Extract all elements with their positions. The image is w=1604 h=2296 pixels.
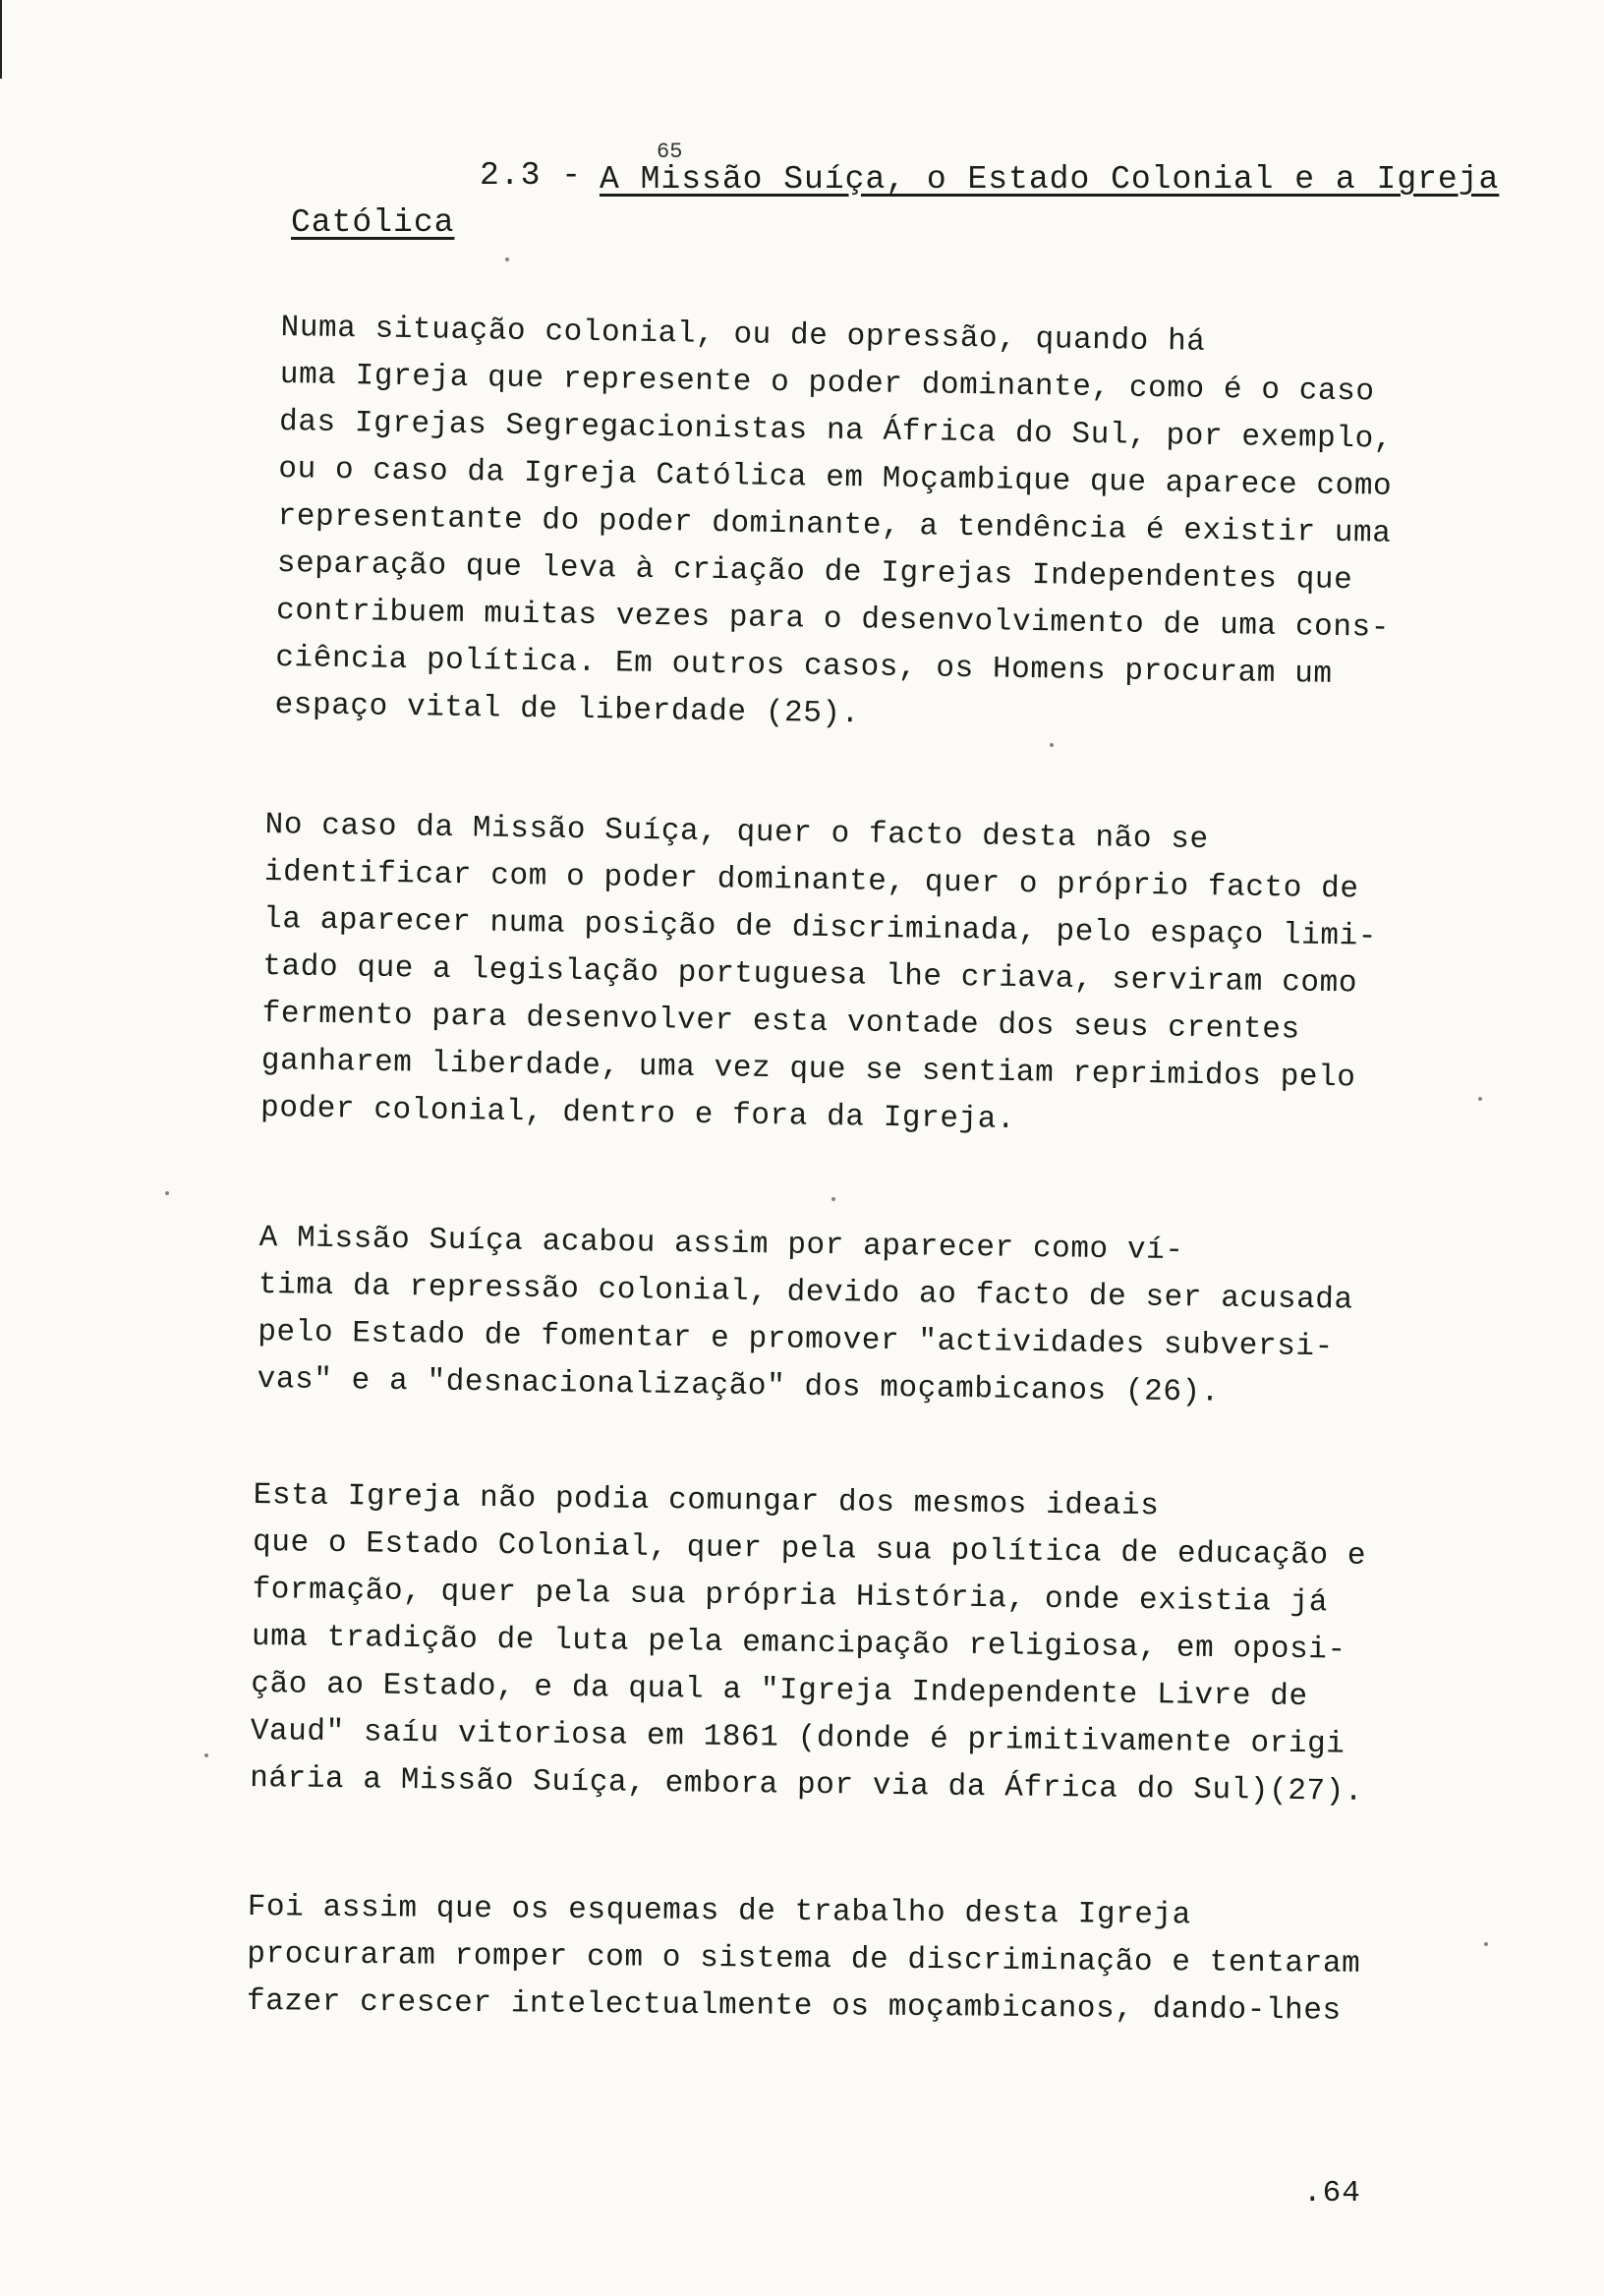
scan-speck [831, 1197, 835, 1201]
scan-speck [204, 1753, 208, 1757]
page-number: .64 [1303, 2176, 1361, 2210]
section-number: 2.3 - [480, 157, 583, 194]
paragraph-2: No caso da Missão Suíça, quer o facto desta não se identificar com o poder dominante, quer o próprio facto de la aparecer numa posição de discriminada, pelo espaço limi- tado que a legislação portuguesa lhe criava, serviram como fermento para desenvolver esta vontade dos seus crentes ganharem liberdade, uma vez que se sentiam reprimidos pelo poder colonial, dentro e fora da Igreja. [259, 807, 1378, 1138]
section-heading [0, 0, 1604, 256]
paragraph-1: Numa situação colonial, ou de opressão, quando há uma Igreja que represente o poder dominante, como é o caso das Igrejas Segregacionistas na África do Sul, por exemplo, ou o caso da Igreja Católica em Moçambique que aparece como representante do poder dominante, a tendência é existir uma separação que leva à criação de Igrejas Independentes que contribuem muitas vezes para o desenvolvimento de uma cons- ciência política. Em outros casos, os Homens procuram um espaço vital de liberdade (25). [274, 310, 1394, 732]
paragraph-5: Foi assim que os esquemas de trabalho desta Igreja procuraram romper com o sistema de discriminação e tentaram fazer crescer intelectualmente os moçambicanos, dando-lhes [246, 1889, 1361, 2029]
handwritten-page-mark: 65 [657, 140, 683, 164]
scan-speck [165, 1191, 169, 1195]
scan-speck [505, 258, 509, 261]
scan-speck [1478, 1097, 1482, 1101]
paragraph-3: A Missão Suíça acabou assim por aparecer como ví- tima da repressão colonial, devido ao facto de ser acusada pelo Estado de fomentar e promover "actividades subversi- vas" e a "desnacionalização" dos moçambicanos (26). [257, 1220, 1353, 1410]
section-title-line-2: Católica [291, 204, 455, 241]
paragraph-4: Esta Igreja não podia comungar dos mesmos ideais que o Estado Colonial, quer pela sua política de educação e formação, quer pela sua própria História, onde existia já uma tradição de luta pela emancipação religiosa, em oposi- ção ao Estado, e da qual a "Igreja Independente Livre de Vaud" saíu vitoriosa em 1861 (donde é primitivamente origi nária a Missão Suíça, embora por via da África do Sul)(27). [249, 1477, 1367, 1809]
scan-speck [1484, 1942, 1488, 1946]
scan-speck [1050, 743, 1054, 747]
section-title-line-1: A Missão Suíça, o Estado Colonial e a Igreja [600, 161, 1500, 198]
